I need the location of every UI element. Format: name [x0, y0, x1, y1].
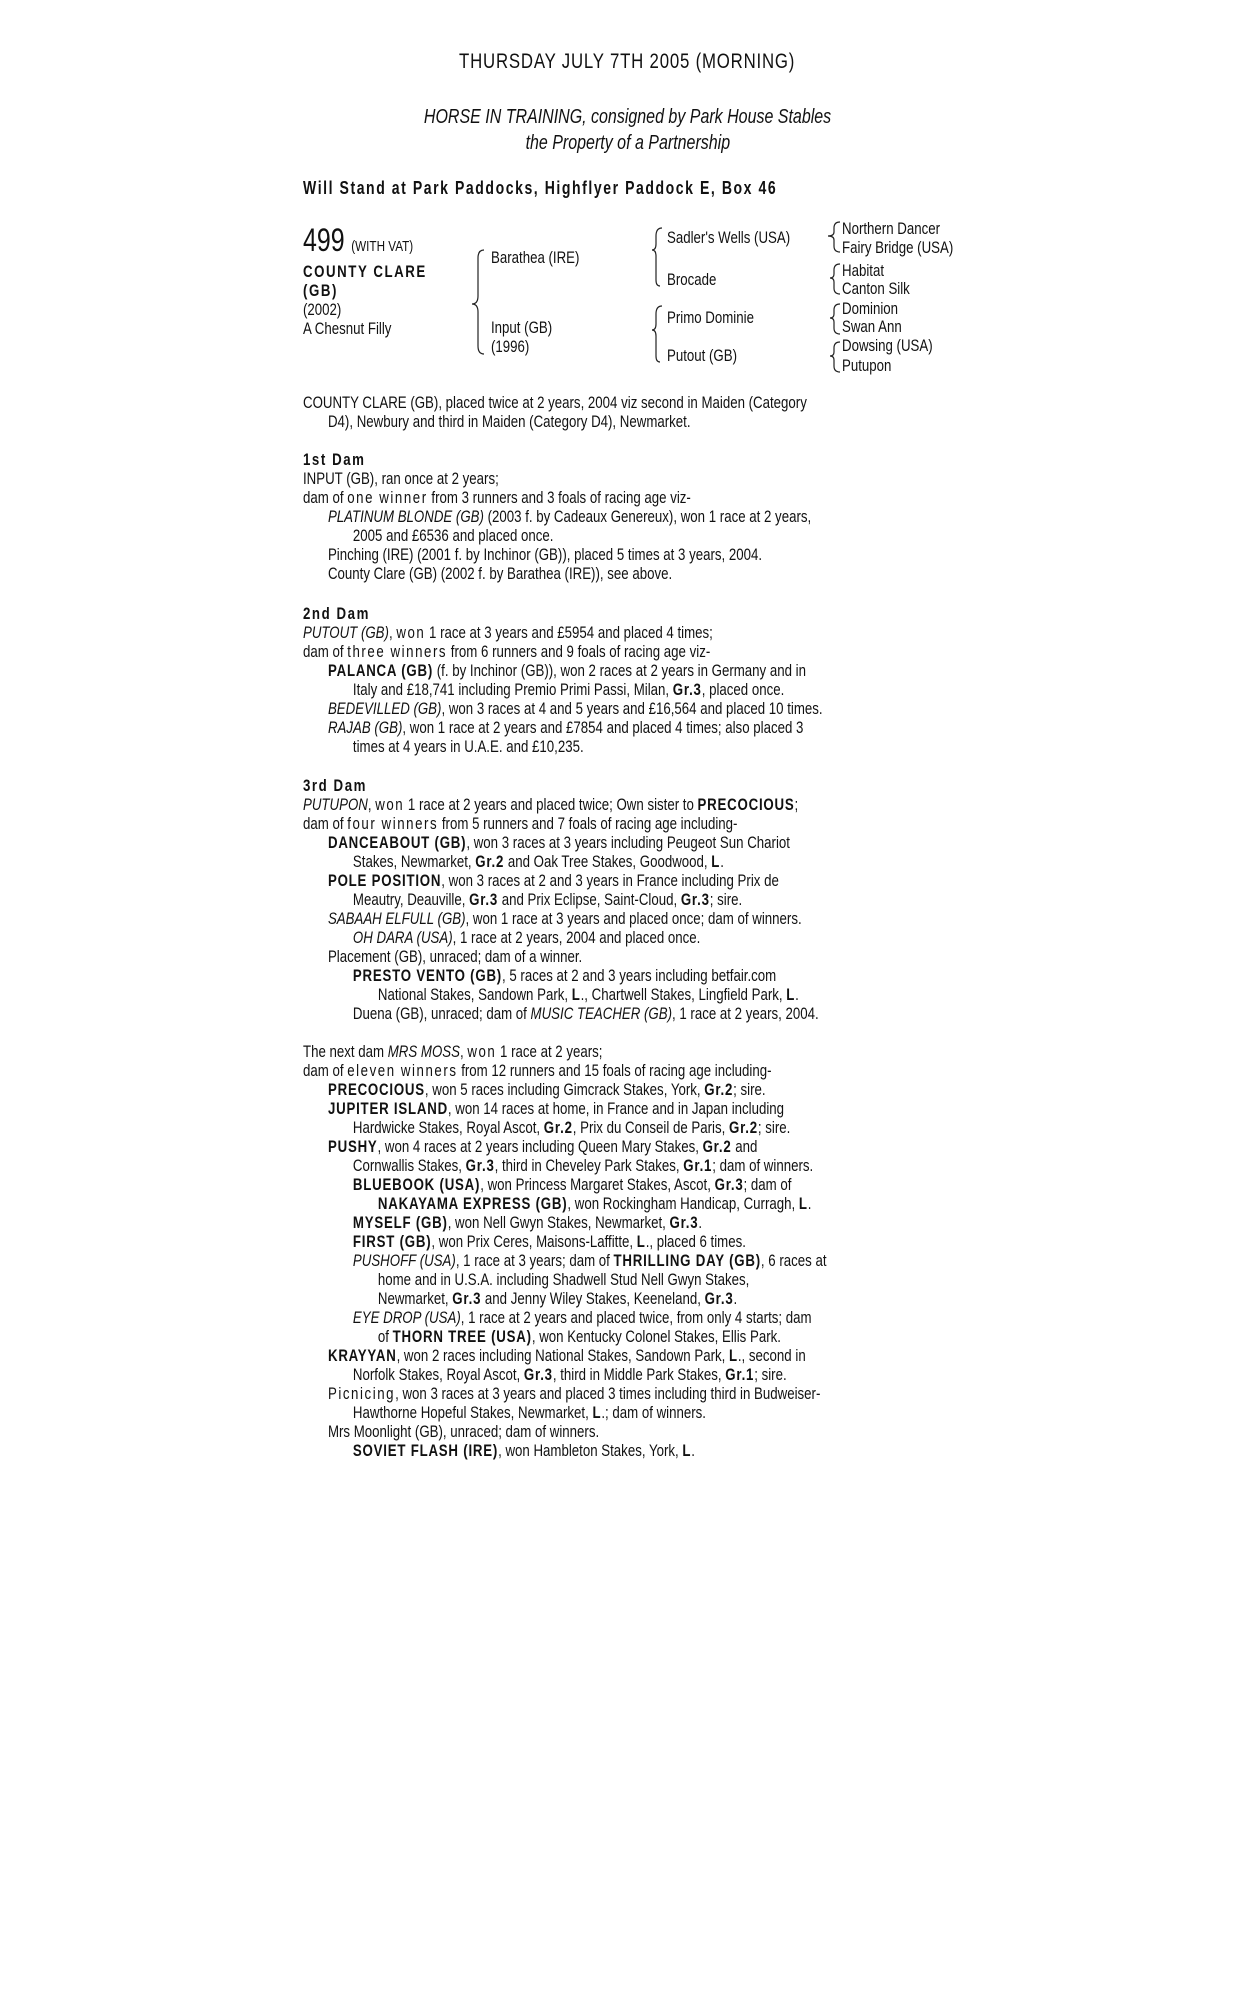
pedigree-ss-dam: Fairy Bridge (USA) [842, 238, 954, 257]
dam-line: PUTUPON, won 1 race at 2 years and placed twice; Own sister to PRECOCIOUS; [303, 795, 799, 814]
section-heading: 2nd Dam [303, 604, 370, 623]
progeny-line: Meautry, Deauville, Gr.3 and Prix Eclipse, Saint-Cloud, Gr.3; sire. [352, 890, 743, 909]
progeny-line: Placement (GB), unraced; dam of a winner. [327, 947, 583, 966]
pedigree-sire: Barathea (IRE) [491, 248, 580, 267]
dam-line: dam of one winner from 3 runners and 3 foals of racing age viz- [303, 488, 691, 507]
pedigree-sd-sire: Habitat [842, 261, 885, 280]
next-dam-section [303, 1042, 880, 1460]
horse-year: (2002) [303, 300, 342, 319]
dam-line: dam of four winners from 5 runners and 7 foals of racing age including- [303, 814, 738, 833]
progeny-line: Newmarket, Gr.3 and Jenny Wiley Stakes, Keeneland, Gr.3. [377, 1289, 738, 1308]
progeny-line: Duena (GB), unraced; dam of MUSIC TEACHER (GB), 1 race at 2 years, 2004. [352, 1004, 819, 1023]
pedigree-dd-sire: Dowsing (USA) [842, 336, 933, 355]
consign-line-2: the Property of a Partnership [525, 132, 730, 154]
progeny-line: PUSHOFF (USA), 1 race at 3 years; dam of THRILLING DAY (GB), 6 races at [352, 1251, 827, 1270]
progeny-line: National Stakes, Sandown Park, L., Chartwell Stakes, Lingfield Park, L. [377, 985, 799, 1004]
progeny-line: Pinching (IRE) (2001 f. by Inchinor (GB)), placed 5 times at 3 years, 2004. [327, 545, 763, 564]
pedigree-dam-name: Input (GB) [491, 318, 553, 337]
pedigree-dam-year: (1996) [491, 337, 530, 356]
progeny-line: County Clare (GB) (2002 f. by Barathea (IRE)), see above. [327, 564, 673, 583]
progeny-line: BLUEBOOK (USA), won Princess Margaret Stakes, Ascot, Gr.3; dam of [352, 1175, 792, 1194]
progeny-line: Picnicing, won 3 races at 3 years and placed 3 times including third in Budweiser- [327, 1384, 821, 1403]
progeny-line: Norfolk Stakes, Royal Ascot, Gr.3, third in Middle Park Stakes, Gr.1; sire. [352, 1365, 787, 1384]
pedigree-ss-sire: Northern Dancer [842, 219, 941, 238]
progeny-line: Mrs Moonlight (GB), unraced; dam of winners. [327, 1422, 600, 1441]
horse-origin: (GB) [303, 281, 338, 300]
progeny-line: JUPITER ISLAND, won 14 races at home, in France and in Japan including [327, 1099, 785, 1118]
pedigree-dam-sire: Primo Dominie [667, 308, 754, 327]
progeny-line: of THORN TREE (USA), won Kentucky Colonel Stakes, Ellis Park. [377, 1327, 781, 1346]
summary-line: COUNTY CLARE (GB), placed twice at 2 years, 2004 viz second in Maiden (Category [303, 393, 807, 412]
progeny-line: PRESTO VENTO (GB), 5 races at 2 and 3 years including betfair.com [352, 966, 777, 985]
sire-brace [652, 228, 662, 286]
progeny-line: EYE DROP (USA), 1 race at 2 years and placed twice, from only 4 starts; dam [352, 1308, 812, 1327]
dd-brace [830, 342, 840, 372]
progeny-line: PRECOCIOUS, won 5 races including Gimcrack Stakes, York, Gr.2; sire. [327, 1080, 766, 1099]
section-heading: 1st Dam [303, 450, 366, 469]
progeny-line: SABAAH ELFULL (GB), won 1 race at 3 years and placed once; dam of winners. [327, 909, 802, 928]
sale-date-text: THURSDAY JULY 7TH 2005 (MORNING) [459, 50, 796, 73]
pedigree-dam-dam: Putout (GB) [667, 346, 738, 365]
progeny-line: home and in U.S.A. including Shadwell Stud Nell Gwyn Stakes, [377, 1270, 750, 1289]
sd-brace [830, 264, 840, 294]
pedigree-ds-dam: Swan Ann [842, 317, 902, 336]
consign-line-1: HORSE IN TRAINING, consigned by Park House Stables [423, 106, 832, 128]
pedigree-dam [491, 318, 552, 356]
lot-number: 499 [303, 222, 345, 258]
progeny-line: times at 4 years in U.A.E. and £10,235. [352, 737, 584, 756]
dam-line: PUTOUT (GB), won 1 race at 3 years and £5954 and placed 4 times; [303, 623, 713, 642]
pedigree-sire-sire: Sadler's Wells (USA) [667, 228, 791, 247]
pedigree-ds-sire: Dominion [842, 299, 899, 318]
progeny-line: BEDEVILLED (GB), won 3 races at 4 and 5 years and £16,564 and placed 10 times. [327, 699, 823, 718]
race-summary [303, 393, 880, 431]
summary-line: D4), Newbury and third in Maiden (Category D4), Newmarket. [327, 412, 691, 431]
third-dam-section [303, 776, 880, 1023]
progeny-line: Stakes, Newmarket, Gr.2 and Oak Tree Stakes, Goodwood, L. [352, 852, 724, 871]
progeny-line: 2005 and £6536 and placed once. [352, 526, 554, 545]
pedigree-sd-dam: Canton Silk [842, 279, 910, 298]
dam-line: INPUT (GB), ran once at 2 years; [303, 469, 499, 488]
progeny-line: PUSHY, won 4 races at 2 years including Queen Mary Stakes, Gr.2 and [327, 1137, 758, 1156]
pedigree-sire-dam: Brocade [667, 270, 717, 289]
progeny-line: OH DARA (USA), 1 race at 2 years, 2004 and placed once. [352, 928, 701, 947]
sire-dam-brace [472, 250, 484, 354]
pedigree-braces [0, 0, 1255, 400]
progeny-line: Hawthorne Hopeful Stakes, Newmarket, L.; dam of winners. [352, 1403, 706, 1422]
dam-line: The next dam MRS MOSS, won 1 race at 2 years; [303, 1042, 603, 1061]
horse-name: COUNTY CLARE [303, 262, 427, 281]
progeny-line: POLE POSITION, won 3 races at 2 and 3 years in France including Prix de [327, 871, 779, 890]
ds-brace [830, 304, 840, 334]
lot-vat: (WITH VAT) [351, 238, 414, 255]
progeny-line: Cornwallis Stakes, Gr.3, third in Cheveley Park Stakes, Gr.1; dam of winners. [352, 1156, 814, 1175]
progeny-line: KRAYYAN, won 2 races including National Stakes, Sandown Park, L., second in [327, 1346, 806, 1365]
dam-brace [652, 306, 662, 362]
horse-description: A Chesnut Filly [303, 319, 392, 338]
ss-brace [828, 222, 840, 252]
first-dam-section [303, 450, 880, 583]
progeny-line: Hardwicke Stakes, Royal Ascot, Gr.2, Prix du Conseil de Paris, Gr.2; sire. [352, 1118, 791, 1137]
progeny-line: SOVIET FLASH (IRE), won Hambleton Stakes, York, L. [352, 1441, 695, 1460]
progeny-line: MYSELF (GB), won Nell Gwyn Stakes, Newmarket, Gr.3. [352, 1213, 703, 1232]
progeny-line: FIRST (GB), won Prix Ceres, Maisons-Laffitte, L., placed 6 times. [352, 1232, 746, 1251]
section-heading: 3rd Dam [303, 776, 367, 795]
pedigree-dd-dam: Putupon [842, 356, 892, 375]
progeny-line: RAJAB (GB), won 1 race at 2 years and £7854 and placed 4 times; also placed 3 [327, 718, 804, 737]
progeny-line: PLATINUM BLONDE (GB) (2003 f. by Cadeaux Genereux), won 1 race at 2 years, [327, 507, 812, 526]
dam-line: dam of eleven winners from 12 runners and 15 foals of racing age including- [303, 1061, 772, 1080]
dam-line: dam of three winners from 6 runners and 9 foals of racing age viz- [303, 642, 711, 661]
progeny-line: Italy and £18,741 including Premio Primi Passi, Milan, Gr.3, placed once. [352, 680, 785, 699]
second-dam-section [303, 604, 880, 756]
progeny-line: DANCEABOUT (GB), won 3 races at 3 years including Peugeot Sun Chariot [327, 833, 790, 852]
progeny-line: PALANCA (GB) (f. by Inchinor (GB)), won 2 races at 2 years in Germany and in [327, 661, 806, 680]
stand-location: Will Stand at Park Paddocks, Highflyer Paddock E, Box 46 [303, 178, 778, 198]
progeny-line: NAKAYAMA EXPRESS (GB), won Rockingham Handicap, Curragh, L. [377, 1194, 812, 1213]
